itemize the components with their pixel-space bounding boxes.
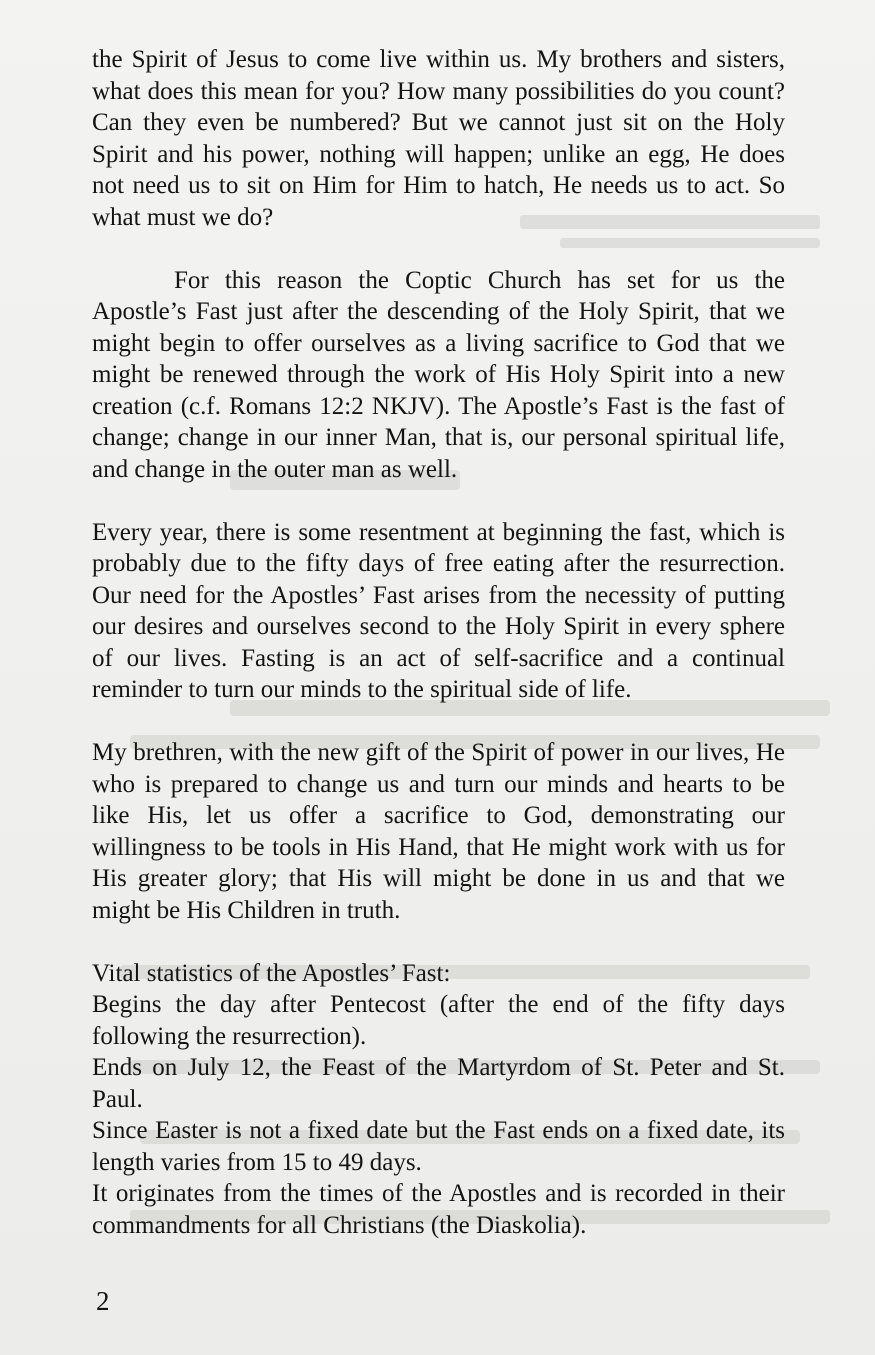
paragraph-every-year: Every year, there is some resentment at beginning the fast, which is probably due to the fifty days of free eating after the resurrection. Our need for the Apostles’ Fast arises from the necessity of putting our desires and ourselves second to the Holy Spirit in every sphere of our lives. Fasting is an act of self-sacrifice and a continual reminder to turn our minds to the spiritual side of life. (92, 518, 785, 703)
paragraph-coptic-church: For this reason the Coptic Church has set for us the Apostle’s Fast just after the descending of the Holy Spirit, that we might begin to offer ourselves as a living sacrifice to God that we might be renewed through the work of His Holy Spirit into a new creation (c.f. Romans 12:2 NKJV). The Apostle’s Fast is the fast of change; change in our inner Man, that is, our personal spiritual life, and change in the outer man as well. (92, 266, 785, 483)
vital-statistics-heading: Vital statistics of the Apostles’ Fast: (92, 959, 451, 987)
stat-ends: Ends on July 12, the Feast of the Martyrdom of St. Peter and St. Paul. (92, 1054, 785, 1113)
page-number: 2 (96, 1286, 110, 1316)
stat-begins: Begins the day after Pentecost (after the end of the fifty days following the resurrection). (92, 991, 785, 1050)
body-text (92, 44, 785, 1241)
stat-length: Since Easter is not a fixed date but the Fast ends on a fixed date, its length varies from 15 to 49 days. (92, 1117, 785, 1176)
vital-statistics (92, 958, 785, 1242)
stat-origin: It originates from the times of the Apostles and is recorded in their commandments for all Christians (the Diaskolia). (92, 1180, 785, 1239)
paragraph-intro: the Spirit of Jesus to come live within us. My brothers and sisters, what does this mean for you? How many possibilities do you count? Can they even be numbered? But we cannot just sit on the Holy Spirit and his power, nothing will happen; unlike an egg, He does not need us to sit on Him for Him to hatch, He needs us to act. So what must we do? (92, 46, 785, 231)
paragraph-my-brethren: My brethren, with the new gift of the Spirit of power in our lives, He who is prepared to change us and turn our minds and hearts to be like His, let us offer a sacrifice to God, demonstrating our willingness to be tools in His Hand, that He might work with us for His greater glory; that His will might be done in us and that we might be His Children in truth. (92, 739, 785, 924)
